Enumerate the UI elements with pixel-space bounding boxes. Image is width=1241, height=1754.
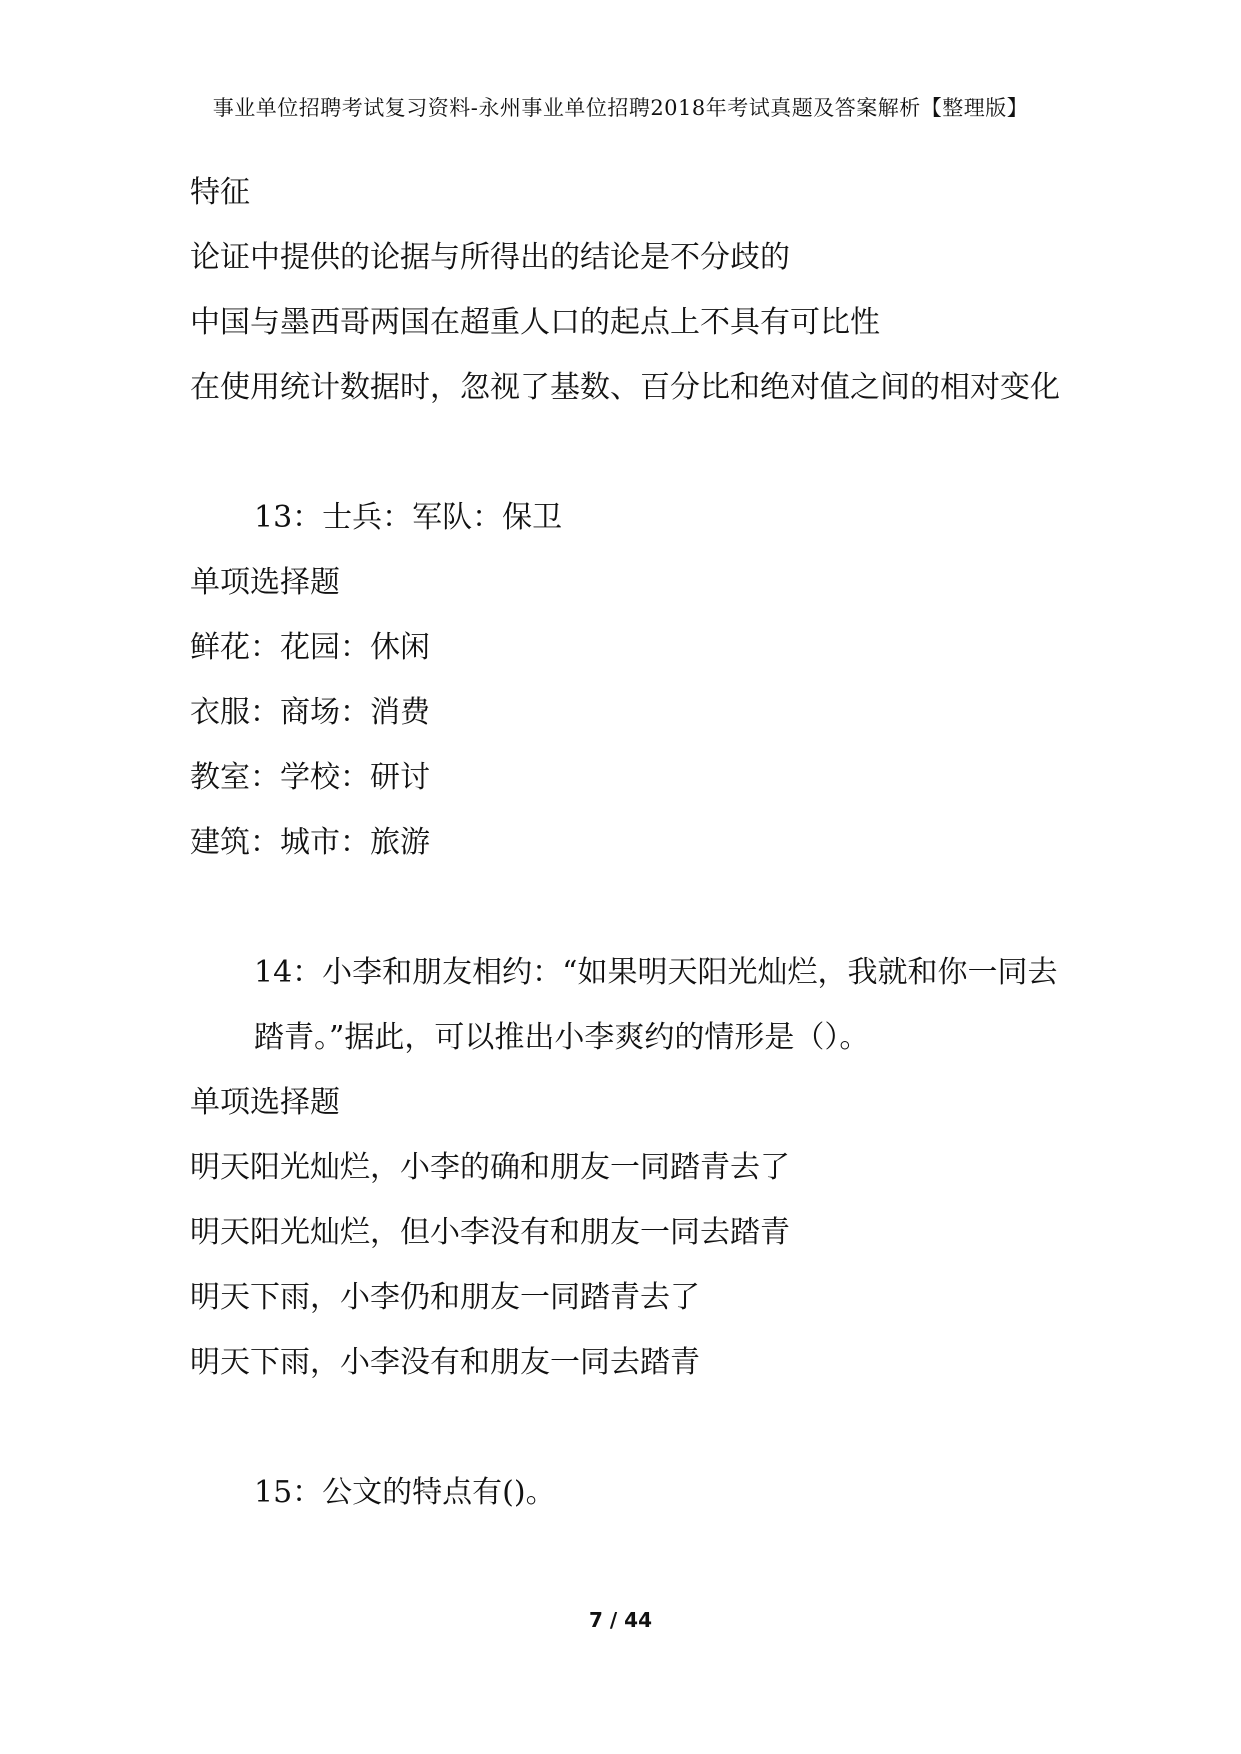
page-number: 7 / 44	[589, 1608, 652, 1632]
q13-stem: 13：士兵：军队：保卫	[254, 500, 563, 535]
q15-stem: 15：公文的特点有()。	[254, 1475, 556, 1510]
page-header: 事业单位招聘考试复习资料-永州事业单位招聘2018年考试真题及答案解析【整理版】	[212, 96, 1029, 120]
q14-option-1: 明天阳光灿烂，小李的确和朋友一同踏青去了	[190, 1150, 790, 1185]
prev-option-2: 中国与墨西哥两国在超重人口的起点上不具有可比性	[190, 305, 880, 340]
q14-stem: 14：小李和朋友相约：“如果明天阳光灿烂，我就和你一同去踏青。”据此，可以推出小李爽约的情形是（）。	[254, 955, 1058, 1055]
prev-question-continuation: 特征	[190, 175, 250, 210]
q14-type: 单项选择题	[190, 1085, 340, 1120]
q13-option-4: 建筑：城市：旅游	[190, 825, 430, 860]
q13-option-1: 鲜花：花园：休闲	[190, 630, 430, 665]
q13-option-2: 衣服：商场：消费	[190, 695, 430, 730]
q14-option-2: 明天阳光灿烂，但小李没有和朋友一同去踏青	[190, 1215, 790, 1250]
q14-option-3: 明天下雨，小李仍和朋友一同踏青去了	[190, 1280, 700, 1315]
document-body	[190, 160, 1070, 1525]
q13-option-3: 教室：学校：研讨	[190, 760, 430, 795]
q14-option-4: 明天下雨，小李没有和朋友一同去踏青	[190, 1345, 700, 1380]
prev-option-3: 在使用统计数据时，忽视了基数、百分比和绝对值之间的相对变化	[190, 370, 1060, 405]
q13-type: 单项选择题	[190, 565, 340, 600]
prev-option-1: 论证中提供的论据与所得出的结论是不分歧的	[190, 240, 790, 275]
